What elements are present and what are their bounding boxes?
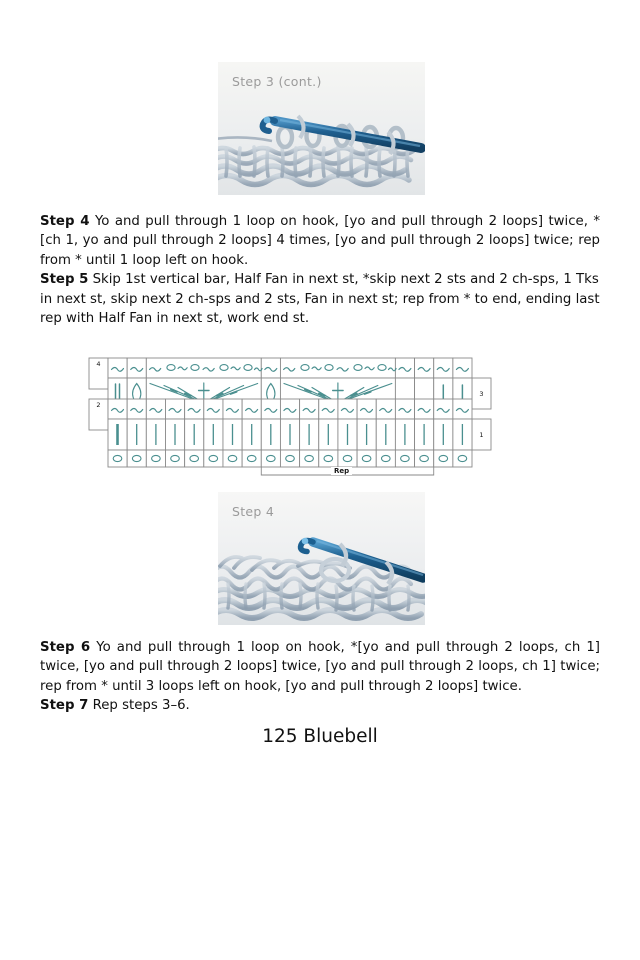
row-label-2: 2 bbox=[96, 401, 101, 409]
rep-bracket-label: Rep bbox=[331, 467, 352, 475]
photo-label-step-3-cont: Step 3 (cont.) bbox=[232, 74, 322, 89]
photo-label-step-4: Step 4 bbox=[232, 504, 275, 519]
instruction-step-7 bbox=[40, 696, 600, 715]
instructions-block-1 bbox=[40, 212, 600, 328]
step-4-photo bbox=[218, 492, 425, 625]
row-label-3: 3 bbox=[479, 390, 484, 398]
row-2-cells bbox=[108, 399, 472, 419]
step-4-text: Yo and pull through 1 loop on hook, [yo and pull through 2 loops] twice, *[ch 1, yo and pull through 2 loops] 4 times, [yo and pull through 2 loops] twice; rep from * until 1 loop left on hook. bbox=[40, 214, 601, 268]
stitch-chart-svg bbox=[40, 352, 600, 477]
stitch-chart bbox=[40, 352, 600, 477]
step-6-text: Yo and pull through 1 loop on hook, *[yo and pull through 2 loops, ch 1] twice, [yo and pull through 2 loops] twice, [yo and pull through 2 loops, ch 1] twice; rep from * until 3 loops left on hook, [yo and pull through 2 loops] twice. bbox=[40, 640, 600, 694]
step-5-label: Step 5 bbox=[40, 272, 89, 288]
foundation-row-cells bbox=[108, 450, 472, 467]
instructions-block-2 bbox=[40, 638, 600, 716]
row-label-1: 1 bbox=[479, 431, 484, 439]
instruction-step-6 bbox=[40, 638, 600, 696]
step-7-text: Rep steps 3–6. bbox=[88, 698, 190, 714]
step-3-cont-photo bbox=[218, 62, 425, 195]
instruction-step-5 bbox=[40, 270, 600, 328]
step-4-label: Step 4 bbox=[40, 214, 90, 229]
step-7-label: Step 7 bbox=[40, 698, 89, 714]
page-title: 125 Bluebell bbox=[262, 726, 378, 747]
row-label-4: 4 bbox=[96, 360, 101, 368]
instruction-step-4 bbox=[40, 212, 600, 270]
step-6-label: Step 6 bbox=[40, 640, 91, 655]
step-5-text: Skip 1st vertical bar, Half Fan in next st, *skip next 2 sts and 2 ch-sps, 1 Tks in next st, skip next 2 ch-sps and 2 sts, Fan in next st; rep from * to end, ending last rep with Half Fan in next st, work end st. bbox=[40, 272, 600, 327]
